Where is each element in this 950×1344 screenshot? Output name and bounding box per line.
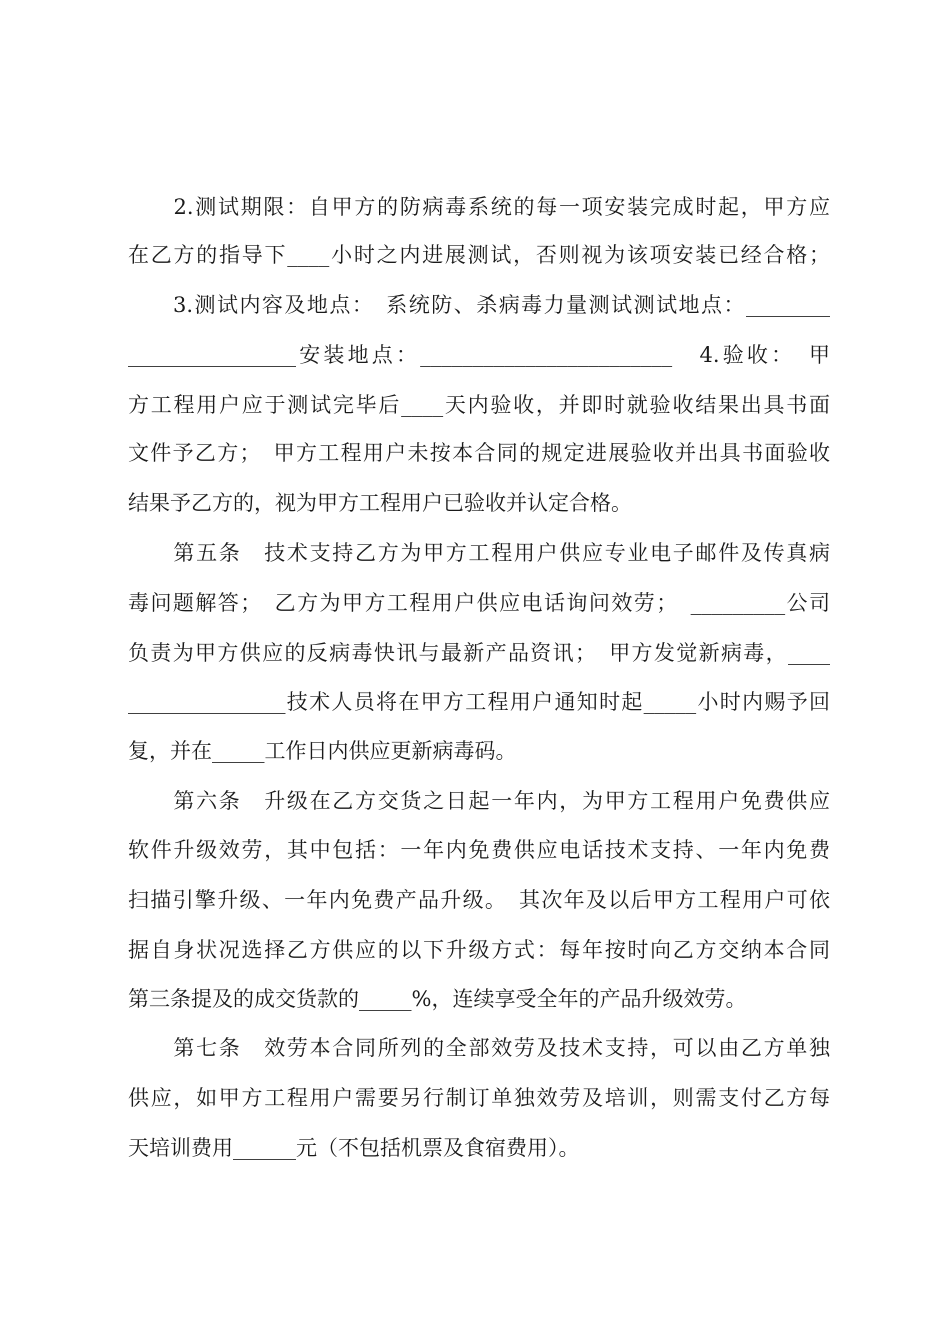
- text-line: 天培训费用______元（不包括机票及食宿费用）。: [128, 1136, 580, 1160]
- text-line: 第三条提及的成交货款的_____%，连续享受全年的产品升级效劳。: [128, 987, 747, 1011]
- text-line: ________________安装地点：________________________ 4.验收： 甲: [128, 343, 830, 367]
- text-line: 第六条 升级在乙方交货之日起一年内，为甲方工程用户免费供应: [128, 789, 830, 813]
- text-line: 负责为甲方供应的反病毒快讯与最新产品资讯； 甲方发觉新病毒，____: [128, 641, 830, 665]
- text-line: 方工程用户应于测试完毕后____天内验收，并即时就验收结果出具书面: [128, 393, 830, 417]
- text-line: 第七条 效劳本合同所列的全部效劳及技术支持，可以由乙方单独: [128, 1036, 830, 1060]
- text-line: 毒问题解答； 乙方为甲方工程用户供应电话询问效劳； _________公司: [128, 591, 830, 615]
- text-line: 复，并在_____工作日内供应更新病毒码。: [128, 739, 517, 763]
- text-line: _______________技术人员将在甲方工程用户通知时起_____小时内赐予回: [128, 690, 830, 714]
- text-line: 扫描引擎升级、一年内免费产品升级。 其次年及以后甲方工程用户可依: [128, 888, 830, 912]
- text-line: 文件予乙方； 甲方工程用户未按本合同的规定进展验收并出具书面验收: [128, 441, 830, 465]
- text-line: 供应，如甲方工程用户需要另行制订单独效劳及培训，则需支付乙方每: [128, 1086, 830, 1110]
- text-line: 据自身状况选择乙方供应的以下升级方式：每年按时向乙方交纳本合同: [128, 938, 830, 962]
- text-line: 结果予乙方的，视为甲方工程用户已验收并认定合格。: [128, 491, 632, 515]
- text-line: 2.测试期限：自甲方的防病毒系统的每一项安装完成时起，甲方应: [128, 195, 830, 219]
- text-line: 第五条 技术支持乙方为甲方工程用户供应专业电子邮件及传真病: [128, 541, 830, 565]
- text-line: 在乙方的指导下____小时之内进展测试，否则视为该项安装已经合格；: [128, 243, 830, 267]
- text-line: 软件升级效劳，其中包括：一年内免费供应电话技术支持、一年内免费: [128, 838, 830, 862]
- text-line: 3.测试内容及地点： 系统防、杀病毒力量测试测试地点：________: [128, 293, 830, 317]
